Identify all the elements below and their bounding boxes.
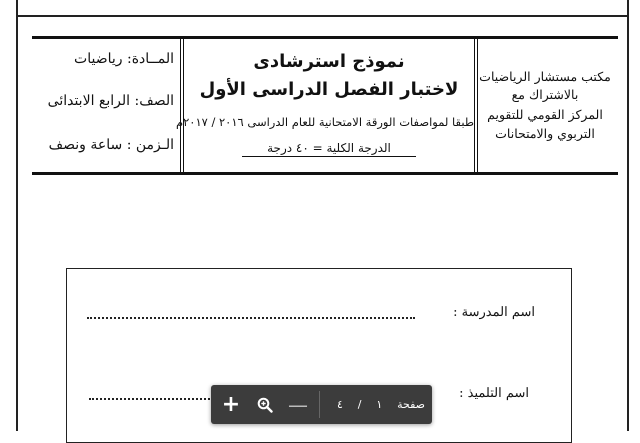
page-indicator xyxy=(327,385,427,424)
exam-total-score: الدرجة الكلية = ٤٠ درجة xyxy=(242,141,416,157)
time-value: ساعة ونصف xyxy=(48,137,123,153)
page-word: صفحة xyxy=(397,398,425,411)
page-separator: / xyxy=(357,398,362,411)
office-line1: مكتب مستشار الرياضيات xyxy=(479,69,611,84)
exam-title-cell xyxy=(175,39,478,172)
page-frame-left xyxy=(16,0,18,431)
page-frame-top xyxy=(16,15,629,17)
grade-line xyxy=(48,93,174,109)
toolbar-divider xyxy=(319,391,320,418)
exam-meta-cell xyxy=(32,39,180,172)
subject-label: المــادة: xyxy=(126,51,174,67)
office-line4: التربوي والامتحانات xyxy=(495,126,595,141)
zoom-button[interactable] xyxy=(251,385,279,424)
office-line2: بالاشتراك مع xyxy=(511,87,579,102)
school-name-label: اسم المدرسة : xyxy=(453,305,535,320)
zoom-out-button[interactable] xyxy=(283,385,313,424)
exam-spec: طبقا لمواصفات الورقة الامتحانية للعام الدراسى ٢٠١٦ / ٢٠١٧م xyxy=(175,115,474,129)
subject-value: رياضيات xyxy=(74,51,123,67)
total-pages: ٤ xyxy=(337,398,343,411)
office-cell xyxy=(478,39,618,172)
time-label: الـزمن : xyxy=(126,137,174,153)
office-line3: المركز القومي للتقويم xyxy=(487,107,603,122)
page-frame-right xyxy=(627,0,629,431)
pdf-viewer-toolbar xyxy=(211,385,432,424)
subject-line xyxy=(74,51,174,67)
magnifier-icon xyxy=(257,397,273,413)
exam-title-line1: نموذج استرشادى xyxy=(253,51,405,72)
minus-icon: — xyxy=(288,392,308,417)
student-name-label: اسم التلميذ : xyxy=(459,386,529,401)
grade-value: الرابع الابتدائى xyxy=(47,93,131,109)
plus-icon: + xyxy=(221,392,241,417)
exam-title-line2: لاختبار الفصل الدراسى الأول xyxy=(199,79,459,100)
time-line xyxy=(49,137,174,153)
zoom-in-button[interactable] xyxy=(217,385,245,424)
exam-header xyxy=(32,36,618,175)
school-name-line[interactable] xyxy=(87,317,415,319)
grade-label: الصف: xyxy=(134,93,174,109)
current-page[interactable]: ١ xyxy=(376,398,383,411)
